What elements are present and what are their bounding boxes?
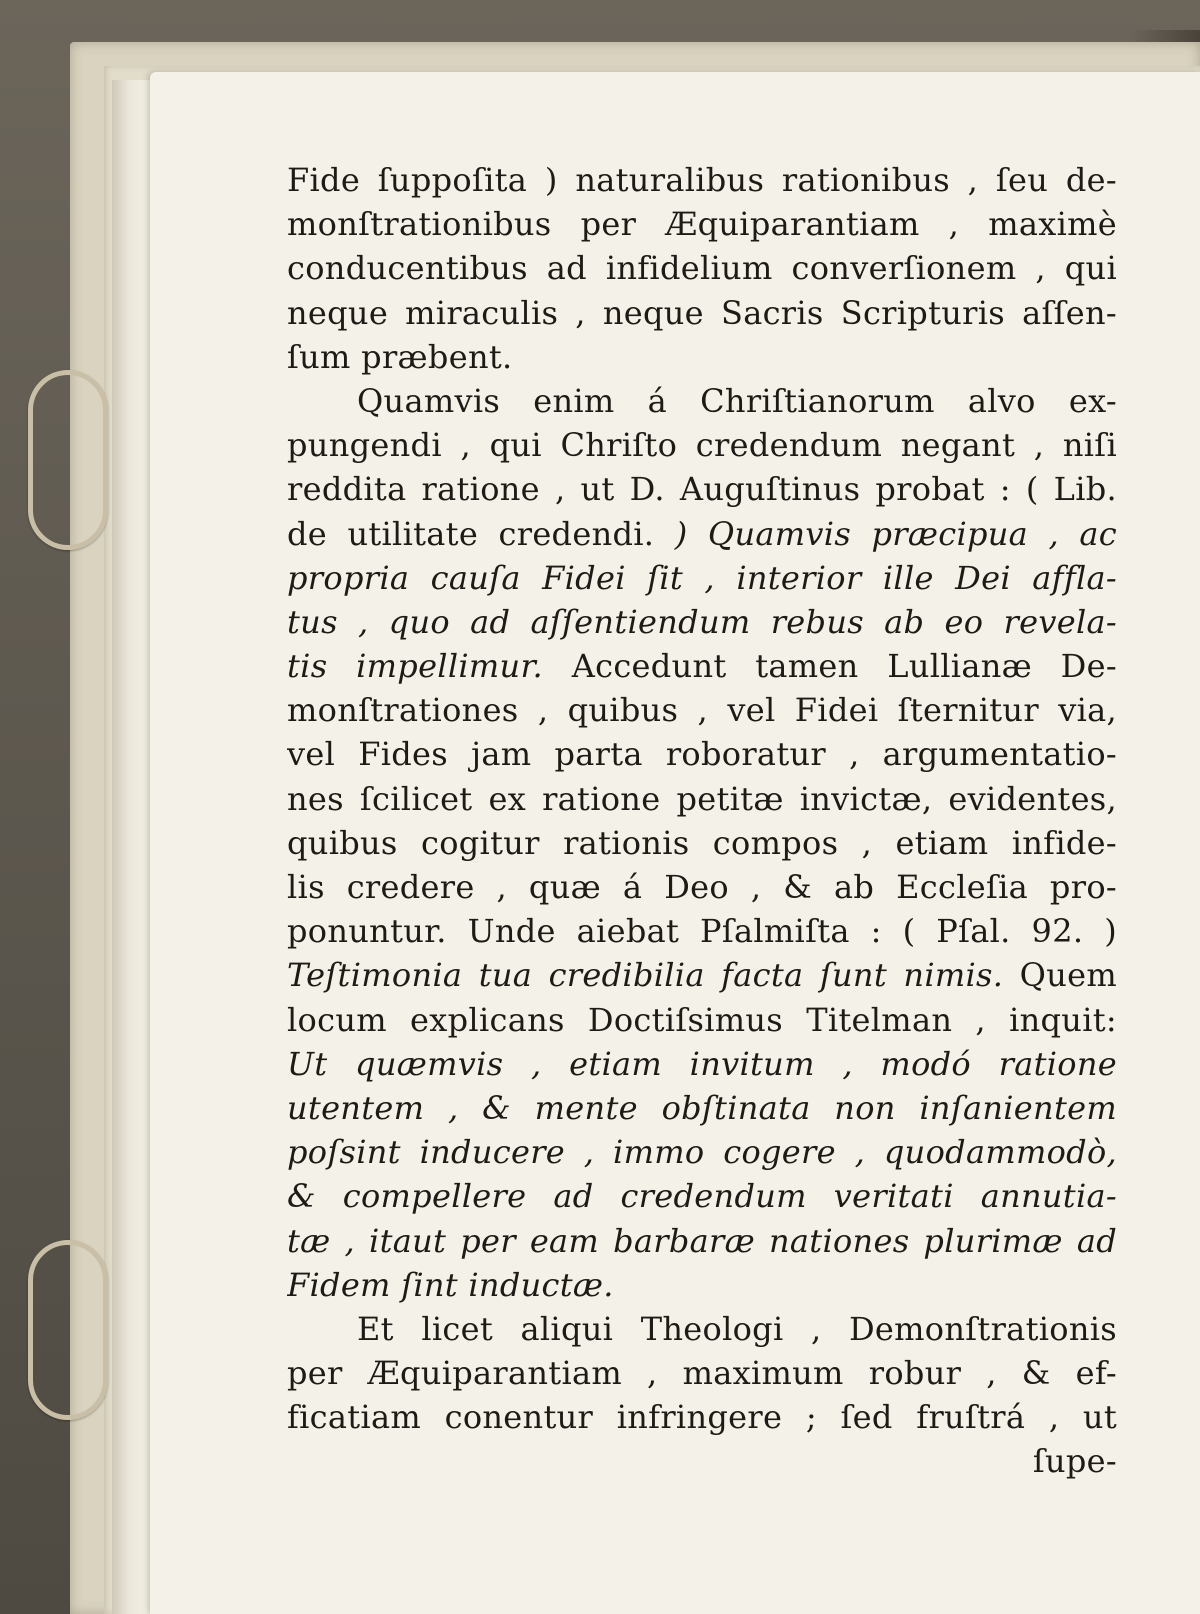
text-line: monſtrationibus per Æquiparantiam , maximè — [287, 205, 1117, 244]
text-line: monſtrationes , quibus , vel Fidei ſternitur via, — [287, 691, 1117, 730]
text-line: de utilitate credendi. ) Quamvis præcipua , ac — [287, 514, 1117, 553]
text-line: lis credere , quæ á Deo , & ab Eccleſia pro- — [287, 868, 1117, 906]
text-line: per Æquiparantiam , maximum robur , & ef- — [287, 1354, 1117, 1393]
text-line: ſupe- — [1032, 1442, 1117, 1481]
text-line: ponuntur. Unde aiebat Pſalmiſta : ( Pſal. 92. ) — [287, 912, 1117, 951]
text-line: quibus cogitur rationis compos , etiam infide- — [287, 823, 1117, 862]
text-line: Et licet aliqui Theologi , Demonſtrationis — [357, 1309, 1117, 1348]
binding-thread-upper — [28, 370, 108, 550]
text-line: neque miraculis , neque Sacris Scripturis aſſen- — [287, 293, 1117, 332]
text-line: tus , quo ad aſſentiendum rebus ab eo revela- — [287, 602, 1117, 641]
text-line: utentem , & mente obſtinata non inſanientem — [287, 1088, 1117, 1127]
page-gutter — [112, 80, 152, 1614]
text-line: Fide ſuppoſita ) naturalibus rationibus , ſeu de- — [287, 161, 1117, 199]
text-line: nes ſcilicet ex ratione petitæ invictæ, evidentes, — [287, 779, 1117, 818]
text-line: pungendi , qui Chriſto credendum negant , niſi — [287, 426, 1117, 465]
text-line: & compellere ad credendum veritati annutia- — [287, 1177, 1117, 1216]
text-line: Ut quæmvis , etiam invitum , modó ratione — [287, 1044, 1117, 1083]
text-line: propria cauſa Fidei ſit , interior ille Dei affla- — [287, 558, 1117, 597]
text-line: tis impellimur. Accedunt tamen Lullianæ De- — [287, 647, 1117, 686]
text-line: Teſtimonia tua credibilia facta ſunt nimis. Quem — [287, 956, 1117, 995]
text-line: conducentibus ad infidelium converſionem , qui — [287, 249, 1117, 288]
text-line: ſum præbent. — [287, 337, 513, 376]
text-line: ficatiam conentur infringere ; ſed fruſtrá , ut — [287, 1398, 1117, 1437]
text-line: locum explicans Doctiſsimus Titelman , inquit: — [287, 1000, 1117, 1039]
text-line: vel Fides jam parta roboratur , argumentatio- — [287, 735, 1117, 774]
text-line: tæ , itaut per eam barbaræ nationes plurimæ ad — [287, 1221, 1117, 1260]
page-text-block — [287, 158, 1117, 1484]
binding-thread-lower — [28, 1240, 108, 1420]
text-line: reddita ratione , ut D. Auguſtinus probat : ( Lib. — [287, 470, 1117, 509]
text-line: Fidem ſint inductæ. — [287, 1265, 614, 1304]
text-line: Quamvis enim á Chriſtianorum alvo ex- — [357, 381, 1117, 420]
text-line: poſsint inducere , immo cogere , quodammodò, — [287, 1133, 1117, 1172]
